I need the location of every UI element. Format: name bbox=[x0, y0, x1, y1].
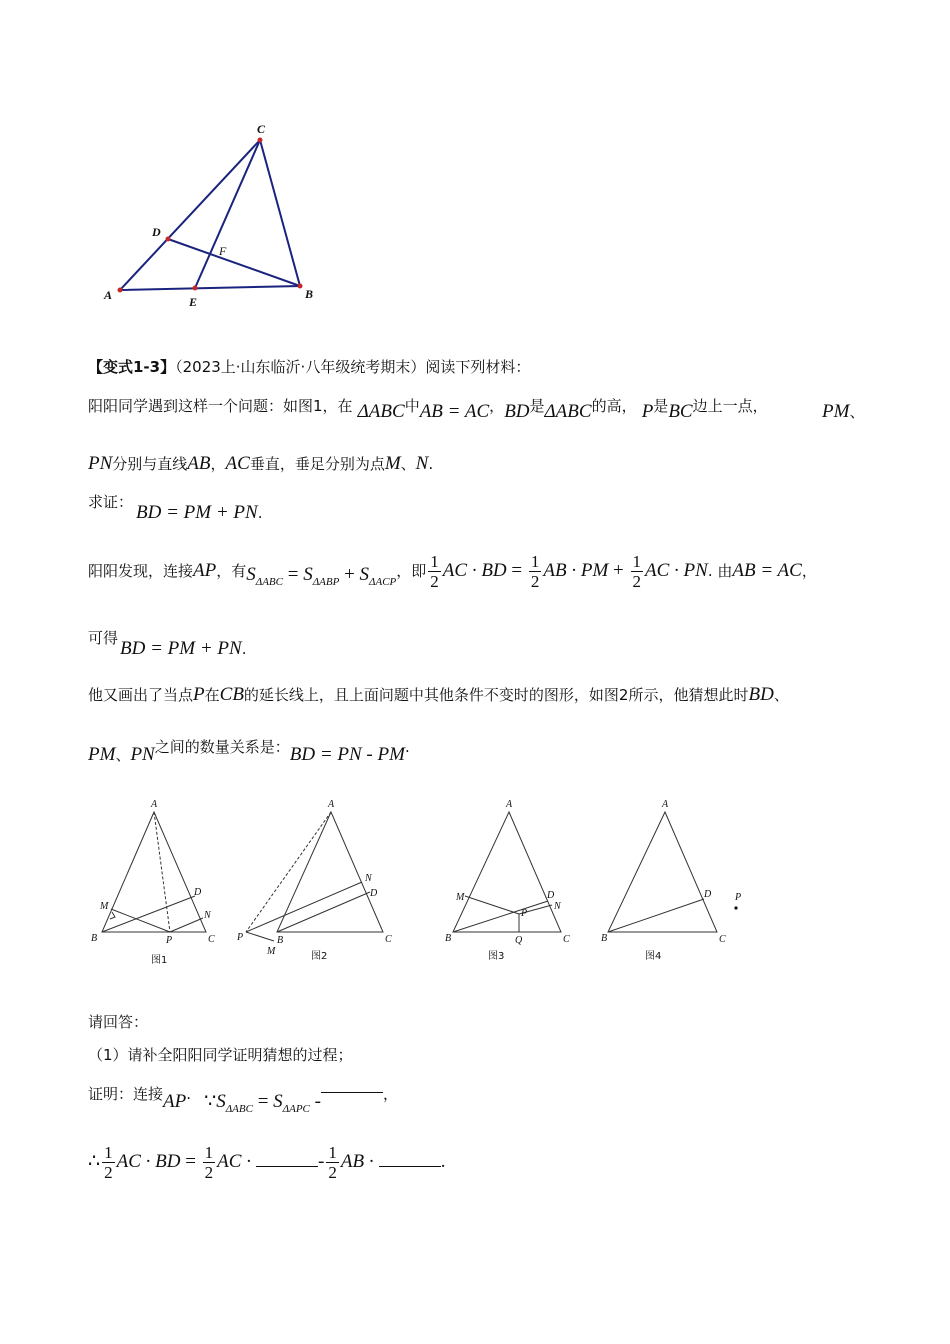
problem-line-4: 阳阳发现，连接AP，有$S_{\Delta ABC} = S_{\Delta ABP} + S_{\Delta ACP}$，即 $\frac{1}{2}$ AC · BD = $\frac{1}{2}$ AB · PM + $\frac{1}{2}$ AC · PN. 由AB = AC， bbox=[88, 552, 817, 591]
fig2-label-c: C bbox=[385, 934, 392, 945]
problem-line-1: 阳阳同学遇到这样一个问题：如图1，在 ΔABC中AB = AC，BD是ΔABC的高， P是BC边上一点， bbox=[88, 397, 768, 422]
fig1-label-p: P bbox=[166, 935, 173, 946]
problem-tag: 【变式1-3】 bbox=[88, 358, 176, 376]
label-e: E bbox=[189, 295, 198, 309]
blank-2[interactable] bbox=[256, 1150, 318, 1167]
fig2-label-b: B bbox=[277, 935, 284, 946]
fig2-label-a: A bbox=[328, 799, 335, 810]
fig3-label-a: A bbox=[506, 799, 513, 810]
caption-fig4: 图4 bbox=[645, 951, 662, 962]
label-d: D bbox=[152, 225, 161, 239]
caption-fig1: 图1 bbox=[151, 955, 168, 966]
problem-line-6: 他又画出了当点P在CB的延长线上，且上面问题中其他条件不变时的图形，如图2所示，他猜想此时BD、 bbox=[88, 684, 789, 705]
fig1-label-n: N bbox=[204, 910, 211, 921]
fig3-label-m: M bbox=[456, 892, 465, 903]
fig2-label-p: P bbox=[237, 932, 244, 943]
label-c: C bbox=[257, 122, 266, 136]
fig4-label-c: C bbox=[719, 934, 726, 945]
fig3-label-p: P bbox=[521, 908, 528, 919]
caption-fig3: 图3 bbox=[488, 951, 505, 962]
fig1-label-c: C bbox=[208, 934, 215, 945]
label-f: F bbox=[219, 244, 227, 258]
derive-equation: BD = PM + PN. bbox=[120, 638, 247, 659]
fig3-label-q: Q bbox=[515, 935, 523, 946]
label-a: A bbox=[104, 288, 113, 302]
fig2-label-m: M bbox=[267, 946, 276, 957]
fig2-label-n: N bbox=[365, 873, 372, 884]
problem-line-2: PN分别与直线AB，AC垂直，垂足分别为点M、N. bbox=[88, 453, 434, 474]
proof-line-2: ∴ $\frac{1}{2}$ AC · BD = $\frac{1}{2}$ AC · - $\frac{1}{2}$ AB · . bbox=[88, 1143, 446, 1182]
fig3-label-b: B bbox=[445, 933, 452, 944]
fig4-label-a: A bbox=[662, 799, 669, 810]
problem-source: （2023上·山东临沂·八年级统考期末）阅读下列材料： bbox=[175, 358, 531, 376]
blank-1[interactable] bbox=[321, 1076, 383, 1093]
fig4-label-p: P bbox=[735, 892, 742, 903]
please-answer: 请回答： bbox=[88, 1013, 149, 1031]
label-b: B bbox=[305, 287, 314, 301]
figures-row bbox=[88, 795, 748, 970]
fig1-label-a: A bbox=[151, 799, 158, 810]
fig3-label-c: C bbox=[563, 934, 570, 945]
fig3-label-d: D bbox=[547, 890, 555, 901]
derive-label: 可得 bbox=[88, 629, 119, 647]
prove-label: 求证： bbox=[88, 493, 134, 511]
fig3-label-n: N bbox=[554, 901, 561, 912]
blank-3[interactable] bbox=[379, 1150, 441, 1167]
fig1-label-b: B bbox=[91, 933, 98, 944]
proof-line-1: 证明：连接AP. $\because S_{\Delta ABC} = S_{\Delta APC}$ - ， bbox=[88, 1082, 398, 1107]
fig2-label-d: D bbox=[370, 888, 378, 899]
problem-header bbox=[88, 357, 530, 377]
prove-equation: BD = PM + PN. bbox=[136, 502, 263, 523]
caption-fig2: 图2 bbox=[311, 951, 328, 962]
question-1: （1）请补全阳阳同学证明猜想的过程； bbox=[88, 1046, 353, 1064]
figure-triangle-abc bbox=[95, 115, 335, 315]
fig4-label-d: D bbox=[704, 889, 712, 900]
fig1-label-d: D bbox=[194, 887, 202, 898]
fig1-label-m: M bbox=[100, 901, 109, 912]
fig4-label-b: B bbox=[601, 933, 608, 944]
problem-line-7: PM、PN之间的数量关系是：BD = PN - PM. bbox=[88, 738, 410, 765]
